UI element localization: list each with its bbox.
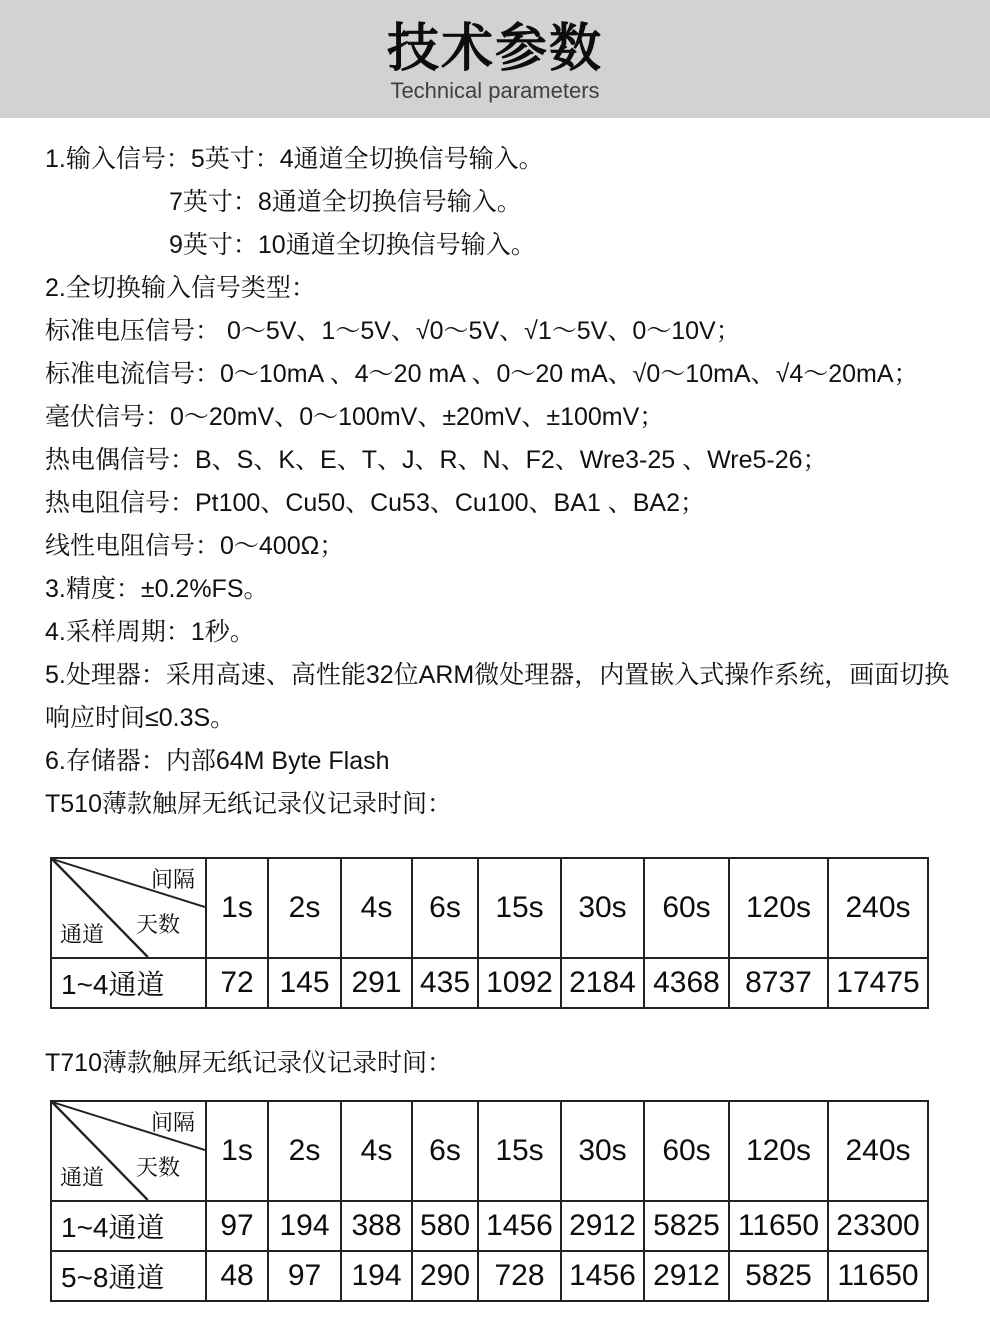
interval-column-header: 15s: [478, 1101, 561, 1201]
interval-column-header: 6s: [412, 1101, 478, 1201]
spec-line: 1.输入信号：5英寸：4通道全切换信号输入。: [45, 145, 544, 173]
corner-cell: [51, 858, 206, 958]
t710-record-table: [50, 1100, 929, 1302]
interval-column-header: 120s: [729, 858, 828, 958]
interval-column-header: 2s: [268, 858, 341, 958]
spec-line: 5.处理器：采用高速、高性能32位ARM微处理器，内置嵌入式操作系统，画面切换: [45, 661, 950, 689]
interval-column-header: 6s: [412, 858, 478, 958]
record-days-value: 48: [206, 1251, 268, 1301]
t510-record-section: [45, 783, 945, 1009]
corner-days-label: 天数: [136, 912, 181, 937]
spec-line: 标准电压信号： 0～5V、1～5V、√0～5V、√1～5V、0～10V；: [45, 317, 741, 345]
record-days-value: 17475: [828, 958, 928, 1008]
spec-line: 6.存储器：内部64M Byte Flash: [45, 747, 390, 775]
spec-lines: [45, 138, 950, 783]
spec-line: 2.全切换输入信号类型：: [45, 274, 316, 302]
record-days-value: 2184: [561, 958, 644, 1008]
interval-column-header: 2s: [268, 1101, 341, 1201]
t510-record-table: [50, 857, 929, 1009]
record-days-value: 8737: [729, 958, 828, 1008]
record-days-value: 2912: [561, 1201, 644, 1251]
record-days-value: 194: [268, 1201, 341, 1251]
record-days-value: 97: [206, 1201, 268, 1251]
record-days-value: 97: [268, 1251, 341, 1301]
spec-line: 9英寸：10通道全切换信号输入。: [169, 231, 536, 259]
record-days-value: 1456: [478, 1201, 561, 1251]
spec-line: 3.精度：±0.2%FS。: [45, 575, 269, 603]
interval-column-header: 4s: [341, 858, 412, 958]
interval-column-header: 30s: [561, 858, 644, 958]
record-days-value: 11650: [828, 1251, 928, 1301]
page-title: 技术参数: [386, 20, 603, 78]
page-subtitle: Technical parameters: [390, 78, 600, 103]
t710-record-section: [45, 1042, 945, 1302]
record-days-value: 5825: [644, 1201, 729, 1251]
interval-column-header: 120s: [729, 1101, 828, 1201]
spec-line: 4.采样周期：1秒。: [45, 618, 255, 646]
corner-interval-label: 间隔: [150, 1110, 195, 1135]
corner-channel-label: 通道: [60, 922, 105, 947]
corner-cell: [51, 1101, 206, 1201]
spec-line: 热电阻信号：Pt100、Cu50、Cu53、Cu100、BA1 、BA2；: [45, 489, 705, 517]
t710-table-caption: T710薄款触屏无纸记录仪记录时间：: [45, 1049, 452, 1077]
record-days-value: 5825: [729, 1251, 828, 1301]
record-days-value: 291: [341, 958, 412, 1008]
interval-column-header: 1s: [206, 1101, 268, 1201]
record-days-value: 2912: [644, 1251, 729, 1301]
title-band: [0, 0, 990, 118]
table-header-row: [51, 1101, 928, 1201]
spec-line: 线性电阻信号：0～400Ω；: [45, 532, 345, 560]
interval-column-header: 4s: [341, 1101, 412, 1201]
table-row: [51, 958, 928, 1008]
corner-interval-label: 间隔: [150, 867, 195, 892]
record-days-value: 290: [412, 1251, 478, 1301]
spec-line: 响应时间≤0.3S。: [45, 704, 236, 732]
record-days-value: 388: [341, 1201, 412, 1251]
interval-column-header: 60s: [644, 858, 729, 958]
spec-line: 毫伏信号：0～20mV、0～100mV、±20mV、±100mV；: [45, 403, 665, 431]
corner-days-label: 天数: [136, 1155, 181, 1180]
record-days-value: 1092: [478, 958, 561, 1008]
record-days-value: 1456: [561, 1251, 644, 1301]
record-days-value: 435: [412, 958, 478, 1008]
spec-line: 7英寸：8通道全切换信号输入。: [169, 188, 522, 216]
record-days-value: 11650: [729, 1201, 828, 1251]
interval-column-header: 1s: [206, 858, 268, 958]
corner-channel-label: 通道: [60, 1165, 105, 1190]
record-days-value: 145: [268, 958, 341, 1008]
interval-column-header: 15s: [478, 858, 561, 958]
channel-row-label: 1~4通道: [51, 958, 206, 1008]
record-days-value: 72: [206, 958, 268, 1008]
interval-column-header: 30s: [561, 1101, 644, 1201]
record-days-value: 194: [341, 1251, 412, 1301]
spec-content: [0, 138, 990, 1302]
table-row: [51, 1251, 928, 1301]
table-row: [51, 1201, 928, 1251]
table-header-row: [51, 858, 928, 958]
record-days-value: 728: [478, 1251, 561, 1301]
interval-column-header: 60s: [644, 1101, 729, 1201]
interval-column-header: 240s: [828, 1101, 928, 1201]
t510-table-caption: T510薄款触屏无纸记录仪记录时间：: [45, 790, 452, 818]
channel-row-label: 1~4通道: [51, 1201, 206, 1251]
spec-line: 标准电流信号：0～10mA 、4～20 mA 、0～20 mA、√0～10mA、√4～20mA；: [45, 360, 919, 388]
record-days-value: 4368: [644, 958, 729, 1008]
record-days-value: 23300: [828, 1201, 928, 1251]
spec-line: 热电偶信号：B、S、K、E、T、J、R、N、F2、Wre3-25 、Wre5-26；: [45, 446, 828, 474]
channel-row-label: 5~8通道: [51, 1251, 206, 1301]
interval-column-header: 240s: [828, 858, 928, 958]
record-days-value: 580: [412, 1201, 478, 1251]
